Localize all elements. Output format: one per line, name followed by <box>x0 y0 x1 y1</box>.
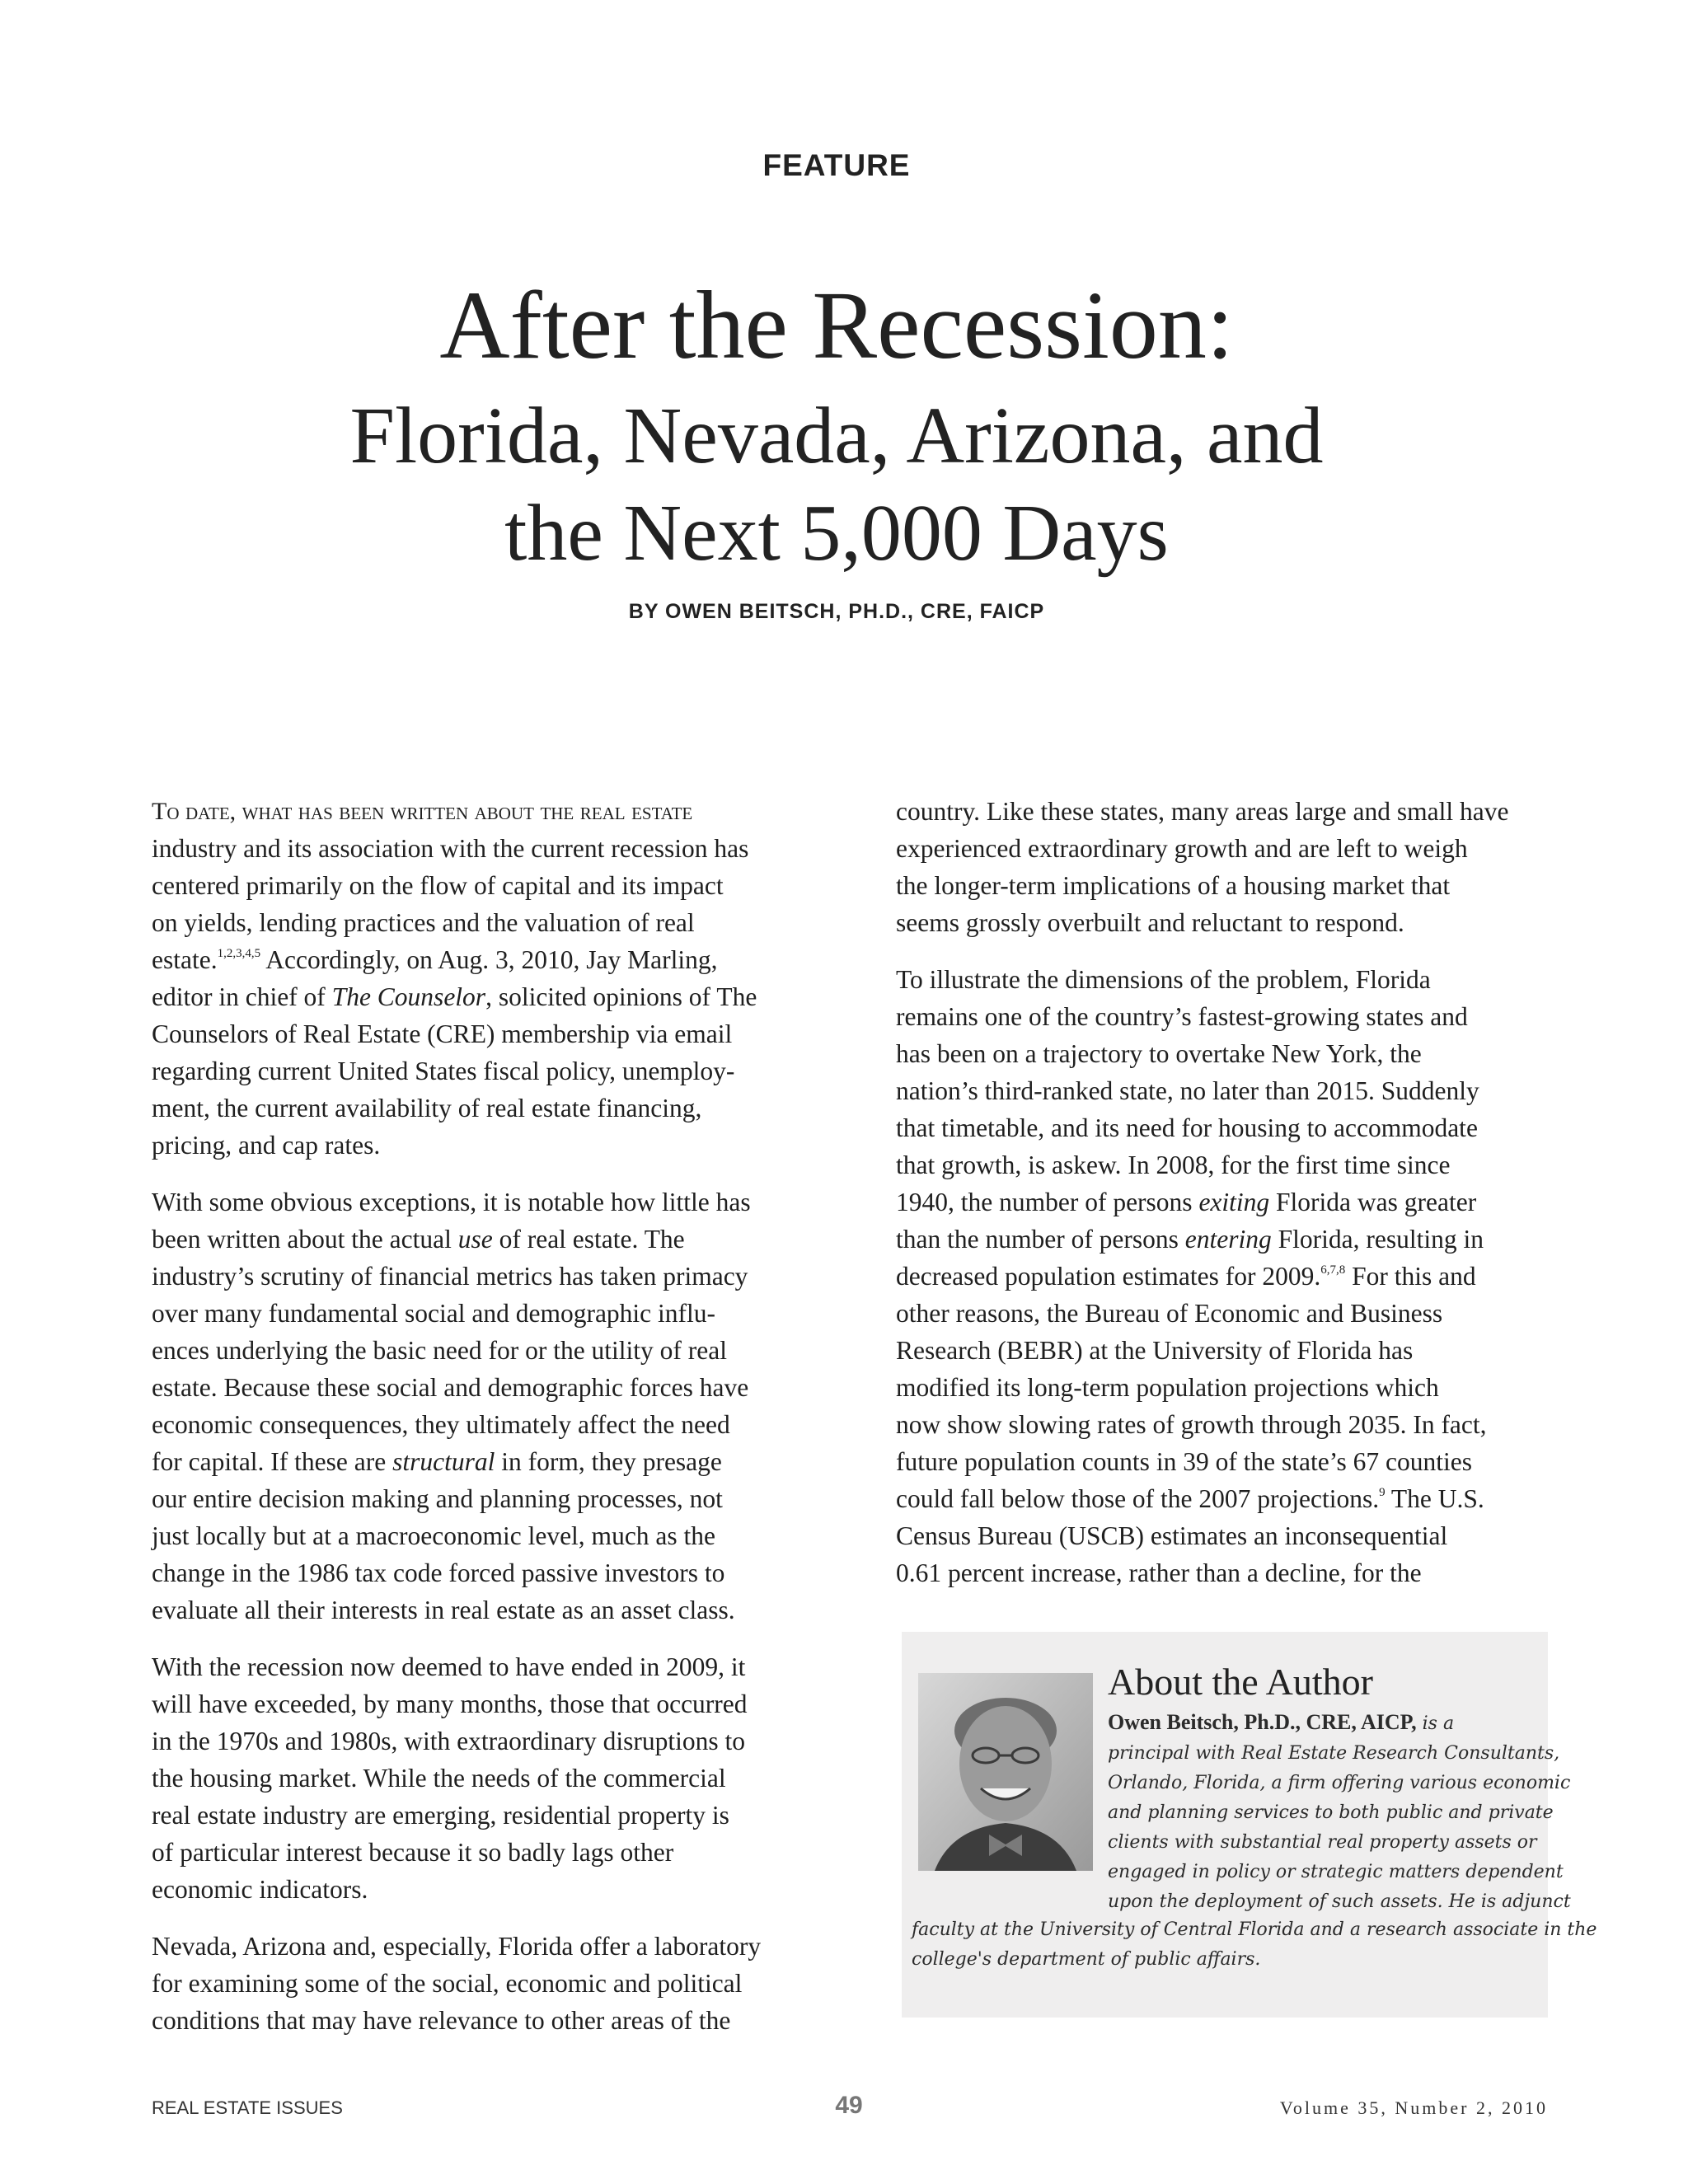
text-line: evaluate all their interests in real estate as an asset class. <box>152 1596 735 1624</box>
text-line <box>1108 1708 1536 1739</box>
text-line <box>896 1258 1555 1295</box>
text-line: future population counts in 39 of the state’s 67 counties <box>896 1447 1472 1476</box>
text-line: in the 1970s and 1980s, with extraordinary disruptions to <box>152 1727 746 1755</box>
text-line <box>152 1221 811 1258</box>
author-bio-continued <box>912 1915 1597 1975</box>
text-line: With some obvious exceptions, it is notable how little has <box>152 1188 751 1216</box>
text-line: upon the deployment of such assets. He is adjunct <box>1108 1891 1571 1912</box>
text-line: industry and its association with the current recession has <box>152 834 749 863</box>
text-line: Research (BEBR) at the University of Florida has <box>896 1336 1414 1365</box>
text-line: Counselors of Real Estate (CRE) membership via email <box>152 1019 733 1048</box>
paragraph <box>152 1928 811 2039</box>
text-line: other reasons, the Bureau of Economic and Business <box>896 1299 1443 1328</box>
text-line: for examining some of the social, economic and political <box>152 1969 743 1998</box>
text-line: nation’s third-ranked state, no later than 2015. Suddenly <box>896 1076 1479 1105</box>
text-line: now show slowing rates of growth through 2035. In fact, <box>896 1410 1487 1439</box>
text-line: the longer-term implications of a housing market that <box>896 871 1451 900</box>
text-line: that growth, is askew. In 2008, for the first time since <box>896 1151 1451 1179</box>
text-fragment: decreased population estimates for 2009. <box>896 1262 1321 1291</box>
text-line: of particular interest because it so badly lags other <box>152 1838 674 1867</box>
paragraph <box>152 1648 811 1908</box>
text-line <box>152 978 811 1015</box>
text-line: regarding current United States fiscal policy, unemploy- <box>152 1057 735 1085</box>
paragraph <box>152 1183 811 1629</box>
text-fragment: estate. <box>152 945 218 974</box>
text-fragment: Florida, resulting in <box>1271 1225 1484 1254</box>
text-line: pricing, and cap rates. <box>152 1131 381 1160</box>
text-line: college's department of public affairs. <box>912 1949 1261 1970</box>
text-fragment: editor in chief of <box>152 982 332 1011</box>
text-line: To date, what has been written about the real estate <box>152 798 693 825</box>
text-fragment: Florida was greater <box>1269 1188 1477 1216</box>
about-author-heading: About the Author <box>1108 1661 1373 1703</box>
text-line: over many fundamental social and demographic influ- <box>152 1299 716 1328</box>
text-fragment: Accordingly, on Aug. 3, 2010, Jay Marling, <box>260 945 718 974</box>
text-line: To illustrate the dimensions of the problem, Florida <box>896 965 1431 994</box>
text-line: change in the 1986 tax code forced passive investors to <box>152 1558 725 1587</box>
text-fragment: for capital. If these are <box>152 1447 393 1476</box>
text-line <box>896 1183 1555 1221</box>
text-line: remains one of the country’s fastest-growing states and <box>896 1002 1468 1031</box>
text-line: engaged in policy or strategic matters dependent <box>1108 1862 1564 1882</box>
text-line <box>152 1443 811 1480</box>
footnote-ref: 1,2,3,4,5 <box>217 947 261 960</box>
text-fragment: in form, they presage <box>495 1447 722 1476</box>
text-line: ment, the current availability of real estate financing, <box>152 1094 702 1122</box>
text-line: economic indicators. <box>152 1875 368 1904</box>
right-column <box>896 793 1555 1611</box>
italic-text: structural <box>392 1447 495 1476</box>
article-subtitle-line-2: the Next 5,000 Days <box>504 489 1169 578</box>
author-photo <box>918 1673 1093 1871</box>
footer-journal-name: REAL ESTATE ISSUES <box>152 2097 343 2118</box>
text-line: that timetable, and its need for housing to accommodate <box>896 1113 1478 1142</box>
paragraph <box>152 793 811 1164</box>
text-line: faculty at the University of Central Florida and a research associate in the <box>912 1919 1597 1940</box>
italic-text: use <box>457 1225 493 1254</box>
text-line: 0.61 percent increase, rather than a decline, for the <box>896 1558 1422 1587</box>
text-line: industry’s scrutiny of financial metrics has taken primacy <box>152 1262 748 1291</box>
section-label: FEATURE <box>762 148 911 182</box>
paragraph <box>896 793 1555 941</box>
footer-volume: Volume 35, Number 2, 2010 <box>1279 2097 1548 2118</box>
text-line <box>896 1480 1555 1517</box>
text-line: Census Bureau (USCB) estimates an inconsequential <box>896 1521 1448 1550</box>
text-line: conditions that may have relevance to other areas of the <box>152 2006 731 2035</box>
text-fragment: , solicited opinions of The <box>485 982 757 1011</box>
text-fragment: is a <box>1416 1713 1455 1734</box>
text-fragment: than the number of persons <box>896 1225 1185 1254</box>
text-line: has been on a trajectory to overtake New York, the <box>896 1039 1422 1068</box>
left-column <box>152 793 811 2059</box>
italic-text: exiting <box>1198 1188 1270 1216</box>
text-line: experienced extraordinary growth and are left to weigh <box>896 834 1468 863</box>
text-line: ences underlying the basic need for or the utility of real <box>152 1336 727 1365</box>
text-fragment: of real estate. The <box>492 1225 685 1254</box>
article-title: After the Recession: <box>439 271 1234 379</box>
italic-text: The Counselor <box>331 982 486 1011</box>
text-line: estate. Because these social and demographic forces have <box>152 1373 749 1402</box>
text-fragment: 1940, the number of persons <box>896 1188 1199 1216</box>
text-line <box>896 1221 1555 1258</box>
text-line: the housing market. While the needs of the commercial <box>152 1764 726 1793</box>
text-line: centered primarily on the flow of capital and its impact <box>152 871 724 900</box>
text-line: economic consequences, they ultimately affect the need <box>152 1410 730 1439</box>
page-number: 49 <box>835 2092 863 2119</box>
text-line: country. Like these states, many areas large and small have <box>896 797 1509 826</box>
text-line: clients with substantial real property assets or <box>1108 1832 1537 1853</box>
text-fragment: been written about the actual <box>152 1225 458 1254</box>
text-line: our entire decision making and planning processes, not <box>152 1484 723 1513</box>
article-subtitle <box>0 387 1673 582</box>
text-line: Orlando, Florida, a firm offering various economic <box>1108 1773 1571 1793</box>
text-line: real estate industry are emerging, residential property is <box>152 1801 729 1830</box>
text-line: principal with Real Estate Research Consultants, <box>1108 1743 1560 1764</box>
text-line: on yields, lending practices and the valuation of real <box>152 908 695 937</box>
italic-text: entering <box>1184 1225 1272 1254</box>
text-line: seems grossly overbuilt and reluctant to respond. <box>896 908 1404 937</box>
text-fragment: The U.S. <box>1385 1484 1484 1513</box>
author-name: Owen Beitsch, Ph.D., CRE, AICP, <box>1108 1710 1417 1734</box>
text-line: will have exceeded, by many months, those that occurred <box>152 1690 748 1718</box>
article-subtitle-line-1: Florida, Nevada, Arizona, and <box>349 391 1324 480</box>
author-portrait-image <box>918 1673 1093 1871</box>
text-line: just locally but at a macroeconomic level, much as the <box>152 1521 716 1550</box>
text-line: modified its long-term population projections which <box>896 1373 1439 1402</box>
footnote-ref: 6,7,8 <box>1320 1263 1346 1277</box>
text-line <box>152 941 811 978</box>
paragraph <box>896 961 1555 1591</box>
text-line: Nevada, Arizona and, especially, Florida offer a laboratory <box>152 1932 762 1961</box>
about-author-box <box>902 1632 1597 2018</box>
text-fragment: For this and <box>1345 1262 1476 1291</box>
text-fragment: could fall below those of the 2007 projections. <box>896 1484 1380 1513</box>
footnote-ref: 9 <box>1379 1486 1386 1499</box>
text-line: and planning services to both public and private <box>1108 1802 1554 1823</box>
author-bio <box>1108 1708 1571 1917</box>
byline: BY OWEN BEITSCH, PH.D., CRE, FAICP <box>628 600 1045 623</box>
text-line: With the recession now deemed to have ended in 2009, it <box>152 1652 746 1681</box>
